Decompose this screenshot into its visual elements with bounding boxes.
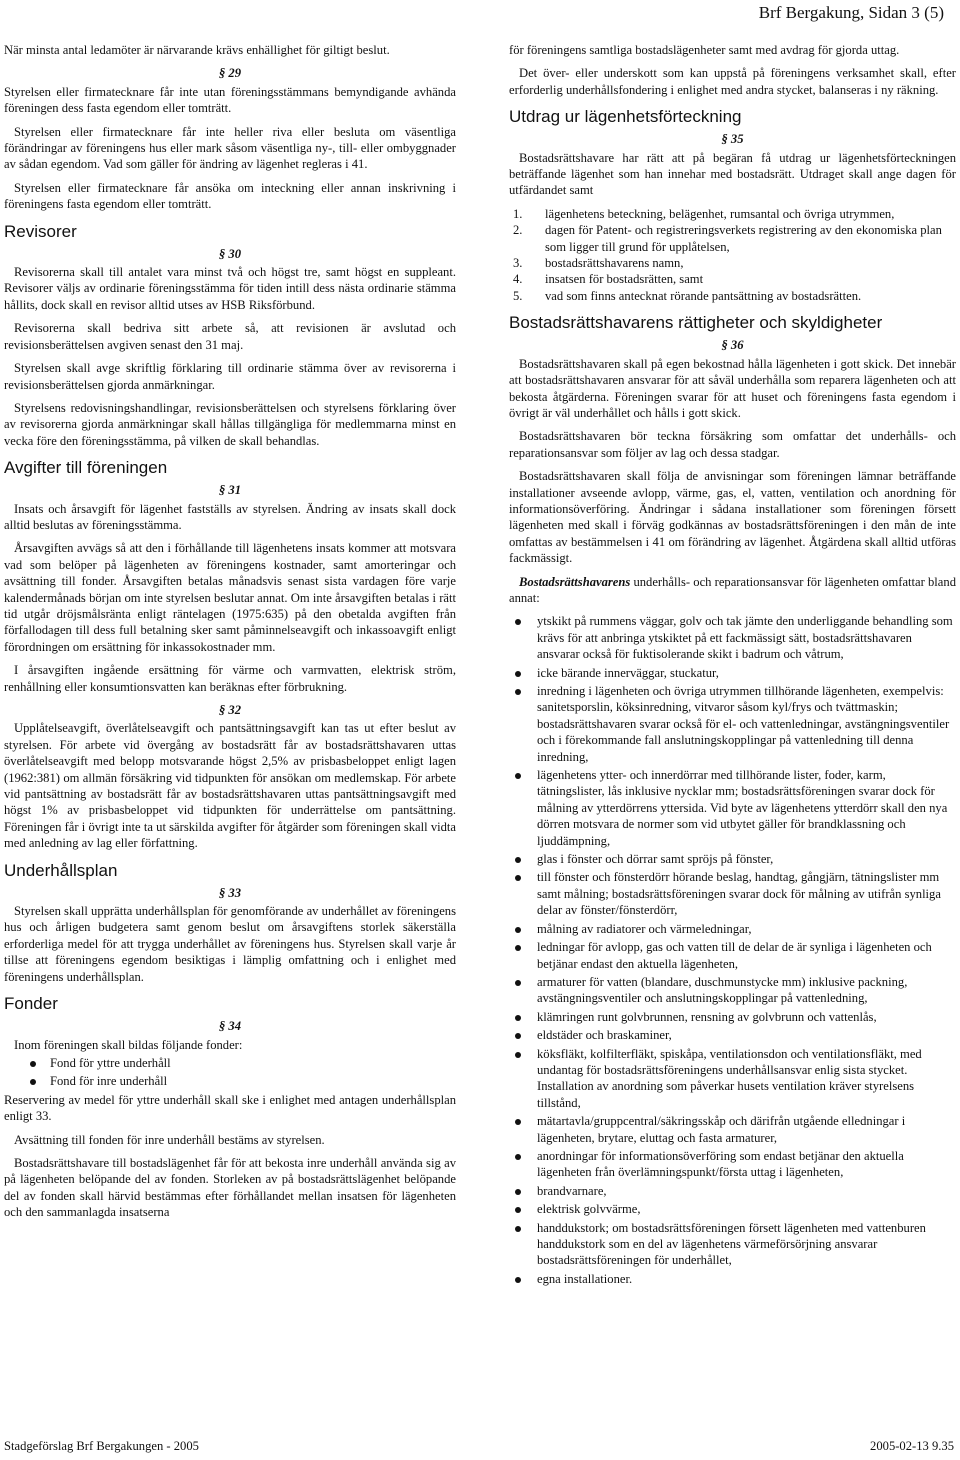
bullet-icon	[515, 1226, 521, 1232]
bullet-icon	[515, 927, 521, 933]
bullet-icon	[515, 1207, 521, 1213]
list-item: eldstäder och braskaminer,	[509, 1027, 956, 1043]
paragraph: Styrelsens redovisningshandlingar, revisionsberättelsen och styrelsens förklaring över av revisorerna gjorda anmärkningar skall hållas tillgängliga för medlemmarna minst en vecka före den föreningsstämma, på vilken de skall behandlas.	[4, 400, 456, 448]
paragraph: Reservering av medel för yttre underhåll skall ske i enlighet med antagen underhållsplan enligt 33.	[4, 1092, 456, 1124]
bullet-icon	[515, 875, 521, 881]
list-item: brandvarnare,	[509, 1183, 956, 1199]
paragraph: Bostadsrättshavaren bör teckna försäkring som omfattar det underhålls- och reparationsansvar som följer av lag och dessa stadgar.	[509, 429, 956, 460]
list-item: ytskikt på rummens väggar, golv och tak jämte den underliggande behandling som krävs för att anbringa ytskiktet på ett fackmässigt sätt, bostadsrättshavaren ansvarar också för fuktisolerande skikt i badrum och våtrum,	[509, 613, 956, 662]
section-30-heading: § 30	[218, 246, 242, 261]
list-item: 5. vad som finns antecknat rörande pantsättning av bostadsrätten.	[513, 288, 862, 303]
paragraph: för föreningens samtliga bostadslägenheter samt med avdrag för gjorda uttag.	[509, 43, 900, 57]
bullet-icon	[30, 1079, 36, 1085]
heading-rattigheter: Bostadsrättshavarens rättigheter och skyldigheter	[509, 313, 883, 333]
bullet-icon	[515, 1277, 521, 1283]
bullet-icon	[515, 1052, 521, 1058]
paragraph: Insats och årsavgift för lägenhet fastställs av styrelsen. Ändring av insats skall dock alltid beslutas av föreningsstämma.	[4, 501, 456, 532]
paragraph: Styrelsen eller firmatecknare får ansöka om inteckning eller annan inskrivning i föreningens fasta egendom eller tomträtt.	[4, 180, 456, 212]
fund-list	[4, 1055, 456, 1090]
paragraph: När minsta antal ledamöter är närvarande krävs enhällighet för giltigt beslut.	[4, 43, 390, 57]
paragraph: Styrelsen eller firmatecknare får inte utan föreningsstämmans bemyndigande avhända föreningen dess fasta egendom eller tomträtt.	[4, 84, 456, 116]
bullet-icon	[515, 1189, 521, 1195]
bullet-icon	[515, 980, 521, 986]
page-header: Brf Bergakung, Sidan 3 (5)	[758, 3, 944, 22]
paragraph: Det över- eller underskott som kan uppstå på föreningens verksamhet skall, efter erforderlig underhållsfondering i enlighet med andra stycket, balanseras i ny räkning.	[509, 66, 956, 97]
paragraph: Styrelsen eller firmatecknare får inte heller riva eller besluta om väsentliga förändringar av föreningens hus eller mark såsom väsentliga ny-, till- eller ombyggnader av sådan egendom. Vad som gäller för ändring av lägenhet regleras i 41.	[4, 124, 456, 172]
bullet-icon	[515, 857, 521, 863]
section-32-heading: § 32	[218, 703, 242, 717]
paragraph: Bostadsrättshavare har rätt att på begäran få utdrag ur lägenhetsförteckningen beträffande lägenhet som han innehar med bostadsrätt. Utdraget skall ange dagen för utfärdandet samt	[509, 150, 956, 198]
list-item: glas i fönster och dörrar samt spröjs på fönster,	[509, 851, 956, 867]
heading-utdrag: Utdrag ur lägenhetsförteckning	[509, 107, 742, 127]
footer-left: Stadgeförslag Brf Bergakungen - 2005	[4, 1439, 199, 1453]
heading-avgifter: Avgifter till föreningen	[4, 458, 168, 478]
list-item: Fond för yttre underhåll	[4, 1055, 456, 1071]
bullet-icon	[30, 1061, 36, 1067]
list-item: ledningar för avlopp, gas och vatten till de delar de är synliga i lägenheten och betjänar endast den aktuella lägenheten,	[509, 939, 956, 972]
responsibility-list	[509, 613, 956, 1287]
bullet-icon	[515, 1154, 521, 1160]
paragraph: Bostadsrättshavare till bostadslägenhet får för att bekosta inre underhåll använda sig av på lägenheten belöpande del av fonden. Storleken av på bostadsrättslägenhet belöpande del av fonden skall härvid bestämmas efter förhållandet mellan insatsen för lägenheten och den sammanlagda insatserna	[4, 1155, 456, 1220]
section-31-heading: § 31	[218, 483, 242, 498]
list-item: lägenhetens ytter- och innerdörrar med tillhörande lister, foder, karm, tätningslister, lås inklusive nycklar mm; bostadsrättsföreningen svarar dock för målning av ytterdörrens yttersida. Vid byte av lägenhetens ytterdörr skall den nya dörren motsvara de normer som vid utbytet gäller för brandklassning och ljuddämpning,	[509, 767, 956, 849]
section-36-heading: § 36	[721, 338, 744, 353]
bullet-icon	[515, 1015, 521, 1021]
paragraph: Årsavgiften avvägs så att den i förhållande till lägenhetens insats kommer att motsvara vad som belöper på lägenheten av föreningens kostnader, samt amorteringar och avsättning till fonder. Årsavgiften betalas månadsvis senast sista vardagen före varje kalendermånads början om inte styrelsen beslutar annat. Om inte årsavgiften betalas i rätt tid utgår dröjsmålsränta enligt räntelagen (1975:635) på den obetalda avgiften från förfallodagen till dess full betalning sker samt påminnelseavgift och inkassoavgift enligt förordningen om ersättning för inkassokostnader mm.	[4, 541, 456, 654]
paragraph: Avsättning till fonden för inre underhåll bestäms av styrelsen.	[14, 1132, 325, 1147]
heading-underhallsplan: Underhållsplan	[4, 860, 118, 880]
section-29-heading: § 29	[218, 66, 242, 81]
bullet-icon	[515, 689, 521, 695]
section-34-heading: § 34	[218, 1019, 242, 1034]
list-item: anordningar för informationsöverföring som endast betjänar den aktuella lägenheten från överlämningspunkt/första uttag i lägenheten,	[509, 1148, 956, 1181]
list-item: till fönster och fönsterdörr hörande beslag, handtag, gångjärn, tätningslister mm samt målning; bostadsrättsföreningen svarar dock för målning av utifrån synliga delar av fönster/fönsterdörr,	[509, 869, 956, 918]
left-column	[4, 42, 456, 1228]
bullet-icon	[515, 945, 521, 951]
bullet-icon	[515, 671, 521, 677]
list-item: egna installationer.	[509, 1271, 956, 1287]
paragraph: Inom föreningen skall bildas följande fonder:	[14, 1037, 243, 1052]
list-item: handdukstork; om bostadsrättsföreningen försett lägenheten med vattenburen handdukstork som en del av lägenhetens värmeförsörjning ansvarar bostadsrättsföreningen för underhållet,	[509, 1220, 956, 1269]
list-item: 2. dagen för Patent- och registreringsverkets registrering av den ekonomiska plan som ligger till grund för upplåtelsen,	[513, 223, 942, 254]
right-column	[509, 42, 956, 1293]
extract-list	[509, 206, 956, 304]
section-35-heading: § 35	[721, 132, 744, 147]
list-item: inredning i lägenheten och övriga utrymmen tillhörande lägenheten, exempelvis: sanitetsporslin, köksinredning, vitvaror såsom kyl/frys och tvättmaskin; bostadsrättshavaren svarar också för el- och vattenledningar, avstängningsventiler och i förekommande fall anslutningskopplingar på vattenledning till denna inredning,	[509, 683, 956, 765]
paragraph: I årsavgiften ingående ersättning för värme och varmvatten, elektrisk ström, renhållning eller konsumtionsvatten kan beräknas efter förbrukning.	[4, 663, 456, 694]
list-item: målning av radiatorer och värmeledningar,	[509, 921, 956, 937]
list-item: 1. lägenhetens beteckning, belägenhet, rumsantal och övriga utrymmen,	[513, 206, 895, 221]
section-33-heading: § 33	[218, 885, 242, 900]
list-item: icke bärande innerväggar, stuckatur,	[509, 665, 956, 681]
list-item: 3. bostadsrättshavarens namn,	[513, 256, 684, 271]
list-item: 4. insatsen för bostadsrätten, samt	[513, 272, 704, 287]
list-item: köksfläkt, kolfilterfläkt, spiskåpa, ventilationsdon och ventilationsfläkt, med undantag för bostadsrättsföreningens underhållsansvar enlig sista stycket. Installation av anordning som påverkar husets ventilation kräver styrelsens tillstånd,	[509, 1046, 956, 1112]
list-item: mätartavla/gruppcentral/säkringsskåp och därifrån utgående elledningar i lägenheten, brytare, eluttag och fasta armaturer,	[509, 1113, 956, 1146]
list-item: klämringen runt golvbrunnen, rensning av golvbrunn och vattenlås,	[509, 1009, 956, 1025]
bullet-icon	[515, 619, 521, 625]
list-item: armaturer för vatten (blandare, duschmunstycke mm) inklusive packning, avstängningsventiler och anslutningskopplingar på vattenledning,	[509, 974, 956, 1007]
paragraph: Revisorerna skall till antalet vara minst två och högst tre, samt högst en suppleant. Revisorer väljs av ordinarie föreningsstämma för tiden intill dess nästa ordinarie stämma hållits, dock skall en revisor alltid utses av HSB Riksförbund.	[4, 265, 456, 312]
list-item: elektrisk golvvärme,	[509, 1201, 956, 1217]
bullet-icon	[515, 1119, 521, 1125]
list-item: Fond för inre underhåll	[4, 1073, 456, 1089]
paragraph: Styrelsen skall upprätta underhållsplan för genomförande av underhållet av föreningens hus och årligen budgetera samt genom beslut om årsavgiftens storlek säkerställa erforderliga medel för att trygga underhållet av föreningens hus. Styrelsen skall varje år tillse att föreningens egendom besiktigas i lämplig omfattning och i enlighet med föreningens underhållsplan.	[4, 904, 456, 984]
paragraph: Styrelsen skall avge skriftlig förklaring till ordinarie stämma över av revisorerna i revisionsberättelsen gjorda anmärkningar.	[4, 361, 456, 392]
paragraph: Bostadsrättshavaren skall på egen bekostnad hålla lägenheten i gott skick. Det innebär att bostadsrättshavaren ansvarar för att såväl underhålla som reparera lägenheten och att bekosta åtgärderna. Föreningen svarar för att huset och föreningens fasta egendom i övrigt är väl underhållet och hålls i gott skick.	[509, 356, 956, 420]
paragraph: Revisorerna skall bedriva sitt arbete så, att revisionen är avslutad och revisionsberättelsen avgiven senast den 31 maj.	[4, 321, 456, 352]
paragraph: Upplåtelseavgift, överlåtelseavgift och pantsättningsavgift kan tas ut efter beslut av styrelsen. För arbete vid övergång av bostadsrätt får av bostadsrättshavaren uttas överlåtelseavgift med belopp motsvarande högst 2,5% av prisbasbeloppet enligt lagen (1962:381) om allmän försäkring vid tidpunkten för ansökan om medlemskap. För arbete vid pantsättning av bostadsrätt får av bostadsrättshavaren uttas pantsättningsavgift med högst 1% av prisbasbeloppet vid tidpunkten för underrättelse om pantsättning. Föreningen får i övrigt inte ta ut särskilda avgifter för åtgärder som föreningen skall vidta med anledning av lag eller författning.	[4, 721, 456, 851]
bullet-icon	[515, 1033, 521, 1039]
bullet-icon	[515, 773, 521, 779]
heading-fonder: Fonder	[4, 994, 58, 1014]
paragraph: Bostadsrättshavaren skall följa de anvisningar som föreningen lämnar beträffande installationer avseende avlopp, värme, gas, el, vatten, ventilation och anordning för informationsöverföring. Ändringar i sådana installationer som föreningen försett lägenheten med skall i förväg godkännas av bostadsrättsföreningen i den mån de inte omfattas av bestämmelsen i 41 om förändring av lägenhet. Åtgärdena skall alltid utföras fackmässigt.	[509, 469, 956, 566]
paragraph: Bostadsrättshavarens underhålls- och reparationsansvar för lägenheten omfattar bland annat:	[509, 574, 956, 605]
footer-right: 2005-02-13 9.35	[870, 1439, 954, 1453]
heading-revisorer: Revisorer	[4, 221, 77, 241]
